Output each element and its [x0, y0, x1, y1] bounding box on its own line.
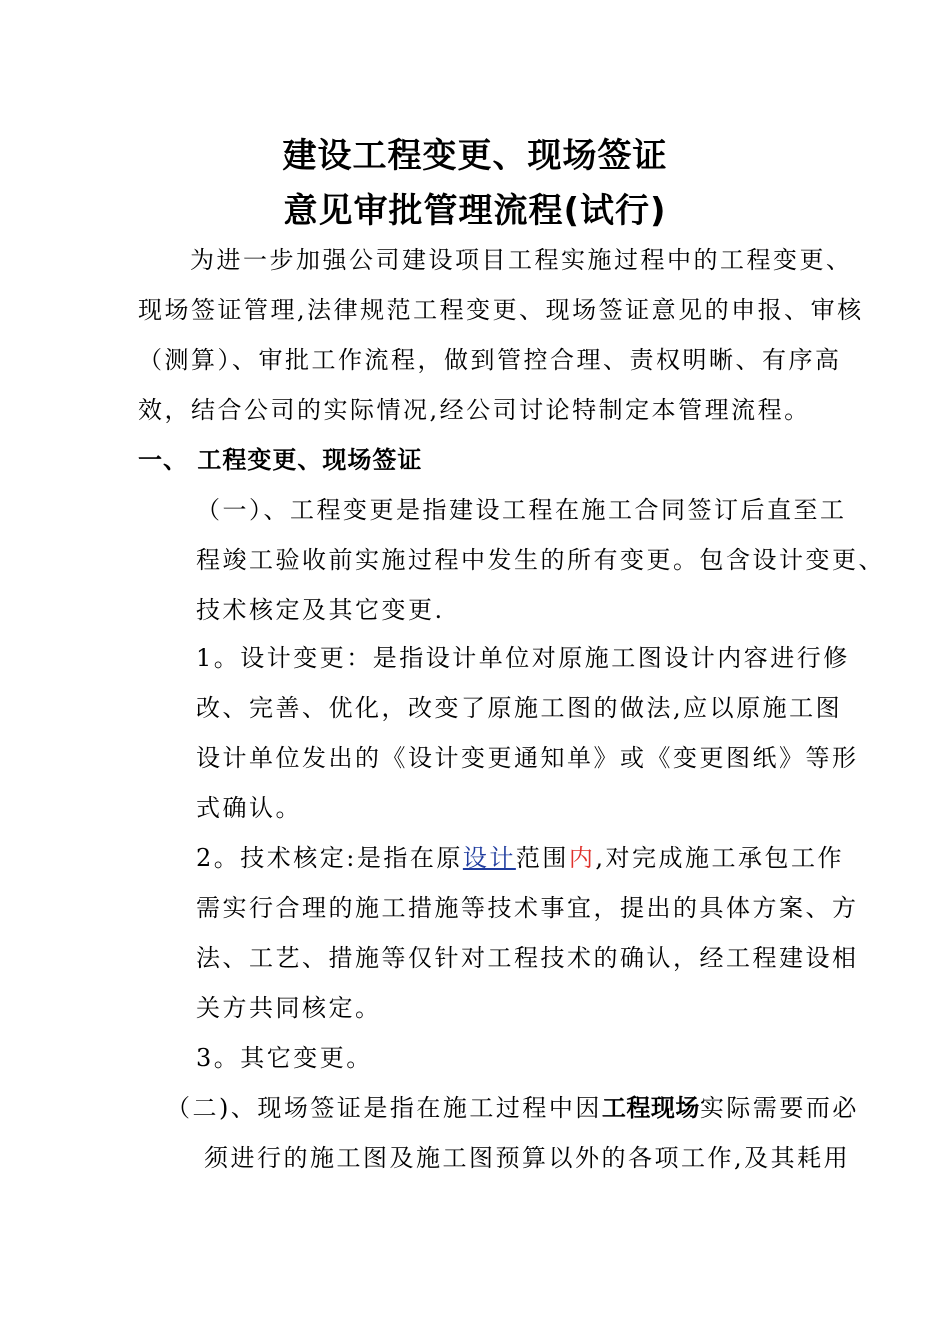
part-1-line-1: （一）、工程变更是指建设工程在施工合同签订后直至工 — [196, 496, 847, 524]
intro-line-1: 为进一步加强公司建设项目工程实施过程中的工程变更、 — [190, 246, 853, 274]
part-2-text-before: （二)、现场签证是指在施工过程中因 — [166, 1094, 602, 1122]
item-1-line-4: 式确认。 — [196, 794, 302, 822]
document-title-line-1: 建设工程变更、现场签证 — [282, 136, 668, 176]
item-2-line-4: 关方共同核定。 — [196, 994, 382, 1022]
item-1-line-3: 设计单位发出的《设计变更通知单》或《变更图纸》等形 — [196, 744, 859, 772]
item-2-text-after: ,对完成施工承包工作 — [595, 844, 844, 872]
intro-line-4: 效，结合公司的实际情况,经公司讨论特制定本管理流程。 — [138, 396, 811, 424]
part-1-line-2: 程竣工验收前实施过程中发生的所有变更。包含设计变更、 — [196, 546, 885, 574]
item-2-line-3: 法、工艺、措施等仅针对工程技术的确认，经工程建设相 — [196, 944, 859, 972]
intro-line-2: 现场签证管理,法律规范工程变更、现场签证意见的申报、审核 — [138, 296, 864, 324]
part-1-line-3: 技术核定及其它变更. — [196, 596, 445, 624]
item-3-line: 3。其它变更。 — [196, 1044, 373, 1072]
item-2-line-2: 需实行合理的施工措施等技术事宜，提出的具体方案、方 — [196, 894, 859, 922]
item-2-red-text: 内 — [568, 844, 596, 872]
item-1-line-1: 1。设计变更：是指设计单位对原施工图设计内容进行修 — [196, 644, 850, 672]
item-2-text-before: 2。技术核定:是指在原 — [196, 844, 463, 872]
part-2-line-2: 须进行的施工图及施工图预算以外的各项工作,及其耗用 — [204, 1144, 851, 1172]
item-1-line-2: 改、完善、优化，改变了原施工图的做法,应以原施工图 — [196, 694, 843, 722]
document-title-line-2: 意见审批管理流程(试行) — [283, 191, 667, 231]
item-2-text-middle: 范围 — [515, 844, 569, 872]
part-2-bold-text: 工程现场 — [601, 1094, 700, 1122]
part-2-line-1 — [166, 1094, 859, 1122]
part-2-text-after: 实际需要而必 — [699, 1094, 859, 1122]
section-1-heading: 一、 工程变更、现场签证 — [138, 446, 423, 474]
design-link[interactable]: 设计 — [462, 844, 516, 872]
intro-line-3: （测算）、审批工作流程，做到管控合理、责权明晰、有序高 — [138, 346, 842, 374]
item-2-line-1 — [196, 844, 844, 872]
